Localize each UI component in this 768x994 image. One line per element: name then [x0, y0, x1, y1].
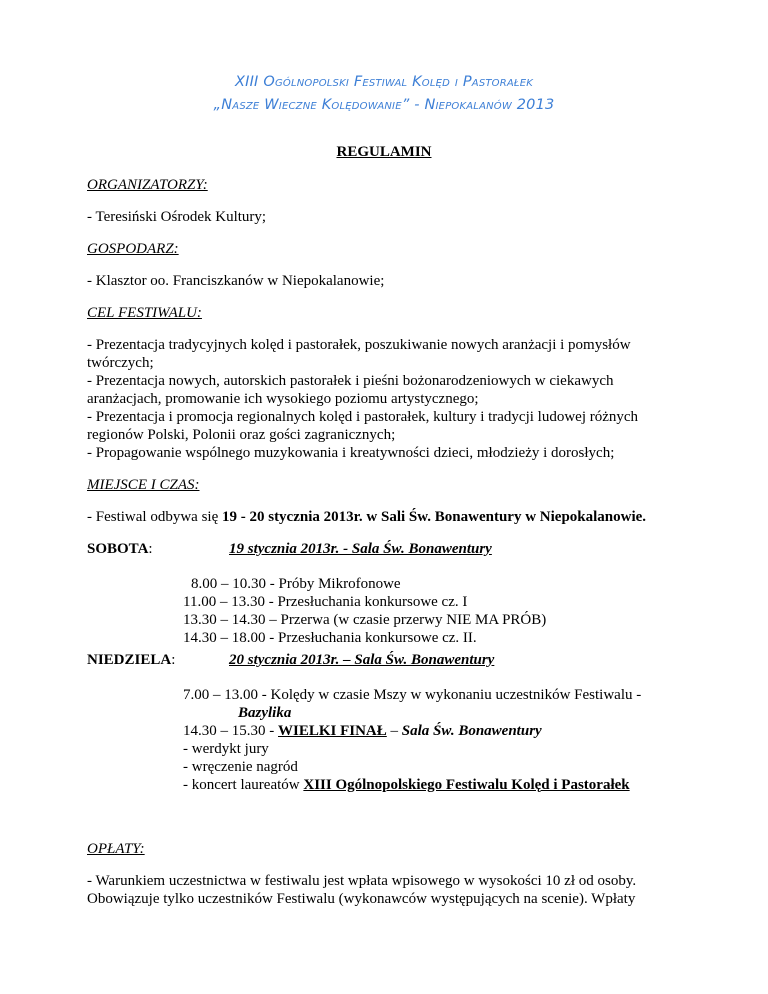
saturday-label: SOBOTA: — [87, 541, 153, 557]
saturday-date: 19 stycznia 2013r. - Sala Św. Bonawentury — [229, 541, 492, 557]
saturday-item: 14.30 – 18.00 - Przesłuchania konkursowe cz. II. — [183, 630, 477, 646]
goal-line: - Prezentacja nowych, autorskich pastorałek i pieśni bożonarodzeniowych w ciekawych — [87, 373, 614, 389]
host-heading: GOSPODARZ: — [87, 241, 179, 257]
goal-heading: CEL FESTIWALU: — [87, 305, 202, 321]
host-item: - Klasztor oo. Franciszkanów w Niepokalanowie; — [87, 273, 385, 289]
goal-line: - Propagowanie wspólnego muzykowania i kreatywności dzieci, młodzieży i dorosłych; — [87, 445, 615, 461]
regulamin-heading: REGULAMIN — [336, 144, 432, 160]
place-time-heading: MIEJSCE I CZAS: — [87, 477, 200, 493]
place-time-line: - Festiwal odbywa się 19 - 20 stycznia 2013r. w Sali Św. Bonawentury w Niepokalanowie. — [87, 509, 647, 525]
saturday-item: 13.30 – 14.30 – Przerwa (w czasie przerwy NIE MA PRÓB) — [183, 612, 547, 628]
sunday-item: - wręczenie nagród — [183, 759, 298, 775]
organizers-heading: ORGANIZATORZY: — [87, 177, 208, 193]
fees-line: Obowiązuje tylko uczestników Festiwalu (wykonawców występujących na scenie). Wpłaty — [87, 891, 636, 907]
festival-title-line2: „Nasze Wieczne Kolędowanie” - Niepokalanów 2013 — [213, 97, 555, 113]
sunday-concert-line: - koncert laureatów XIII Ogólnopolskiego Festiwalu Kolęd i Pastorałek — [183, 777, 630, 793]
sunday-item: - werdykt jury — [183, 741, 269, 757]
goal-line: - Prezentacja i promocja regionalnych kolęd i pastorałek, kultury i tradycji ludowej różnych — [87, 409, 639, 425]
goal-line: regionów Polski, Polonii oraz gości zagranicznych; — [87, 427, 396, 443]
saturday-item: 8.00 – 10.30 - Próby Mikrofonowe — [191, 576, 401, 592]
fees-line: - Warunkiem uczestnictwa w festiwalu jest wpłata wpisowego w wysokości 10 zł od osoby. — [87, 873, 637, 889]
goal-line: twórczych; — [87, 355, 154, 371]
sunday-date: 20 stycznia 2013r. – Sala Św. Bonawentury — [229, 652, 495, 668]
saturday-item: 11.00 – 13.30 - Przesłuchania konkursowe cz. I — [183, 594, 468, 610]
sunday-item: 7.00 – 13.00 - Kolędy w czasie Mszy w wykonaniu uczestników Festiwalu - — [183, 687, 642, 703]
festival-title-line1: XIII Ogólnopolski Festiwal Kolęd i Pastorałek — [234, 74, 534, 90]
goal-line: aranżacjach, promowanie ich wysokiego poziomu artystycznego; — [87, 391, 479, 407]
organizers-item: - Teresiński Ośrodek Kultury; — [87, 209, 267, 225]
sunday-final-line: 14.30 – 15.30 - WIELKI FINAŁ – Sala Św. Bonawentury — [183, 723, 542, 739]
sunday-item-place: Bazylika — [238, 705, 292, 721]
goal-line: - Prezentacja tradycyjnych kolęd i pastorałek, poszukiwanie nowych aranżacji i pomysłów — [87, 337, 631, 353]
sunday-label: NIEDZIELA: — [87, 652, 176, 668]
fees-heading: OPŁATY: — [87, 841, 145, 857]
